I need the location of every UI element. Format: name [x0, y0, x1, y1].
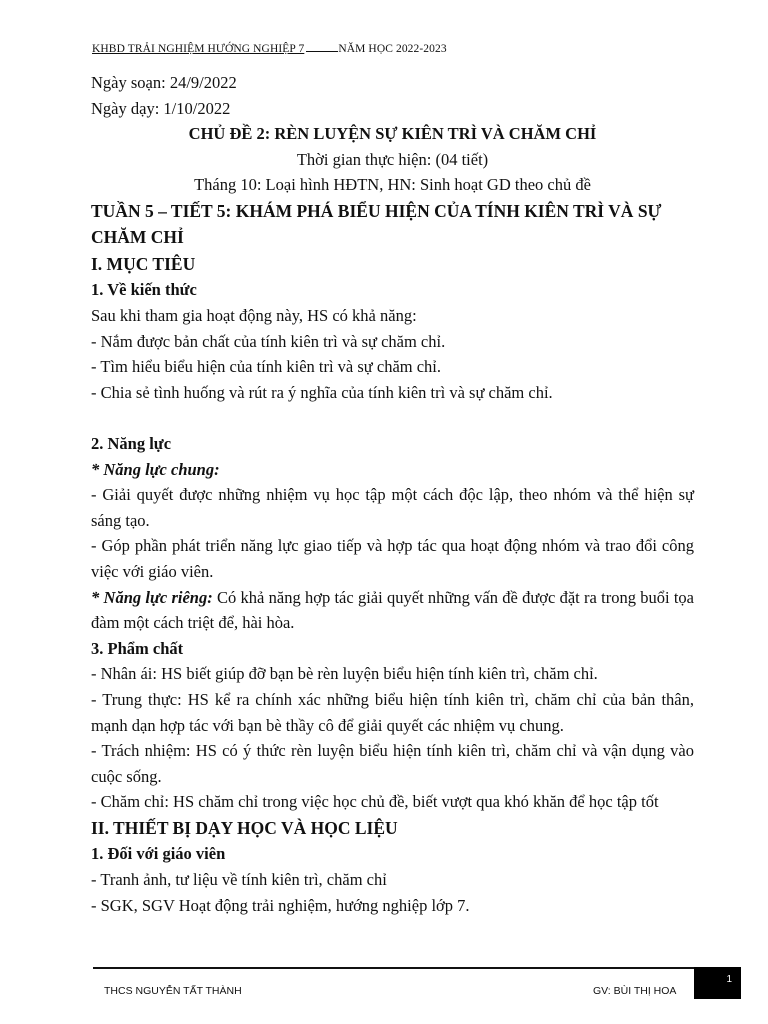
general-competence-item: - Giải quyết được những nhiệm vụ học tập một cách độc lập, theo nhóm và thể hiện sự sáng tạo. — [91, 485, 694, 530]
topic-duration: Thời gian thực hiện: (04 tiết) — [296, 149, 489, 169]
specific-competence-text: Có khả năng hợp tác giải quyết những vấn đề được đặt ra trong buổi tọa đàm một cách triệt để, hài hòa. — [91, 587, 695, 633]
knowledge-item: - Nắm được bản chất của tính kiên trì và sự chăm chỉ. — [91, 331, 446, 351]
competence-heading: 2. Năng lực — [91, 434, 172, 454]
specific-competence — [91, 585, 694, 636]
header-separator — [306, 42, 338, 52]
quality-item: - Chăm chỉ: HS chăm chỉ trong việc học chủ đề, biết vượt qua khó khăn để học tập tốt — [91, 792, 659, 812]
header-left: KHBD TRẢI NGHIỆM HƯỚNG NGHIỆP 7 — [92, 43, 305, 55]
teacher-material-item: - SGK, SGV Hoạt động trải nghiệm, hướng nghiệp lớp 7. — [91, 895, 470, 915]
knowledge-item: - Chia sẻ tình huống và rút ra ý nghĩa của tính kiên trì và sự chăm chỉ. — [91, 382, 553, 402]
section-objectives-heading: I. MỤC TIÊU — [91, 253, 196, 274]
section-equipment-heading: II. THIẾT BỊ DẠY HỌC VÀ HỌC LIỆU — [91, 817, 398, 838]
knowledge-intro: Sau khi tham gia hoạt động này, HS có khả năng: — [91, 306, 417, 326]
topic-title: CHỦ ĐỀ 2: RÈN LUYỆN SỰ KIÊN TRÌ VÀ CHĂM CHỈ — [188, 124, 597, 144]
quality-item: - Trung thực: HS kể ra chính xác những biểu hiện tính kiên trì, chăm chỉ của bản thân, mạnh dạn hợp tác với bạn bè thầy cô để giải quyết các nhiệm vụ chung. — [91, 689, 694, 735]
qualities-heading: 3. Phẩm chất — [91, 638, 184, 658]
general-competence-item: - Góp phần phát triển năng lực giao tiếp và hợp tác qua hoạt động nhóm và trao đổi công việc với giáo viên. — [91, 536, 694, 581]
teaching-date: Ngày dạy: 1/10/2022 — [91, 98, 231, 118]
specific-competence-heading: * Năng lực riêng: — [91, 587, 213, 607]
blank-line — [91, 405, 694, 431]
knowledge-heading: 1. Về kiến thức — [91, 280, 197, 300]
footer-teacher: GV: BÙI THỊ HOA — [593, 985, 677, 997]
quality-item: - Trách nhiệm: HS có ý thức rèn luyện biểu hiện tính kiên trì, chăm chỉ và vận dụng vào cuộc sống. — [91, 741, 694, 786]
topic-month: Tháng 10: Loại hình HĐTN, HN: Sinh hoạt GD theo chủ đề — [194, 175, 591, 195]
general-competence-heading: * Năng lực chung: — [91, 459, 220, 479]
teacher-materials-heading: 1. Đối với giáo viên — [91, 844, 226, 864]
header-right: NĂM HỌC 2022-2023 — [338, 43, 447, 55]
prepared-date: Ngày soạn: 24/9/2022 — [91, 73, 237, 92]
lesson-title: TUẦN 5 – TIẾT 5: KHÁM PHÁ BIỂU HIỆN CỦA TÍNH KIÊN TRÌ VÀ SỰ CHĂM CHỈ — [91, 200, 662, 248]
page-number: 1 — [726, 974, 732, 985]
footer-school: THCS NGUYỄN TẤT THÀNH — [104, 985, 242, 997]
quality-item: - Nhân ái: HS biết giúp đỡ bạn bè rèn luyện biểu hiện tính kiên trì, chăm chỉ. — [91, 664, 598, 684]
page-header — [92, 42, 447, 55]
teacher-material-item: - Tranh ảnh, tư liệu về tính kiên trì, chăm chỉ — [91, 870, 387, 890]
knowledge-item: - Tìm hiểu biểu hiện của tính kiên trì và sự chăm chỉ. — [91, 357, 442, 377]
footer-divider — [93, 967, 694, 969]
page-number-box — [694, 967, 741, 999]
document-body — [91, 70, 694, 918]
